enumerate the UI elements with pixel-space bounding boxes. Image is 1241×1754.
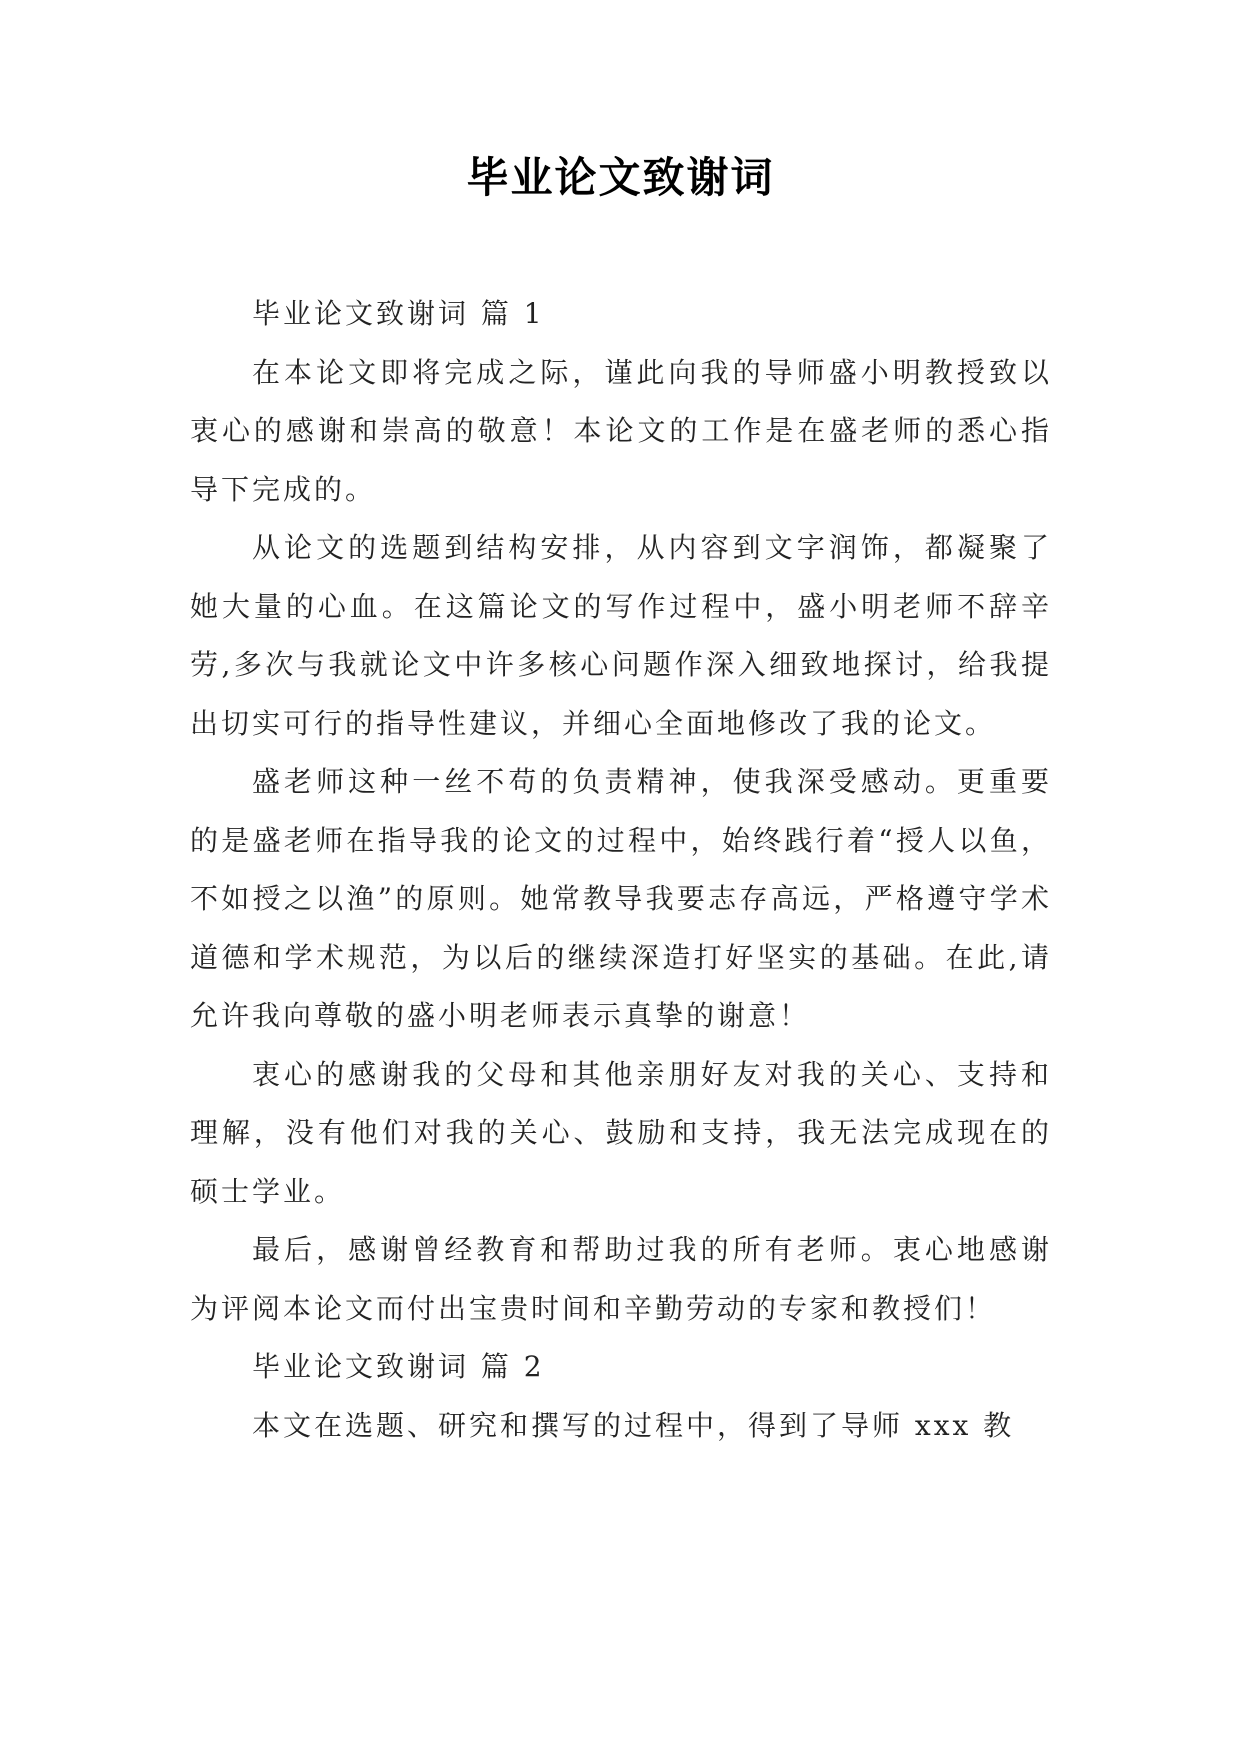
paragraph-6: 本文在选题、研究和撰写的过程中，得到了导师 xxx 教 bbox=[252, 1408, 1015, 1442]
paragraph-4: 衷心的感谢我的父母和其他亲朋好友对我的关心、支持和理解，没有他们对我的关心、鼓励和支持，我无法完成现在的硕士学业。 bbox=[190, 1057, 1052, 1208]
document-title: 毕业论文致谢词 bbox=[466, 153, 775, 202]
paragraph-3: 盛老师这种一丝不苟的负责精神，使我深受感动。更重要的是盛老师在指导我的论文的过程中，始终践行着“授人以鱼，不如授之以渔”的原则。她常教导我要志存高远，严格遵守学术道德和学术规范，为以后的继续深造打好坚实的基础。在此,请允许我向尊敬的盛小明老师表示真挚的谢意！ bbox=[190, 765, 1052, 1032]
paragraph-5: 最后，感谢曾经教育和帮助过我的所有老师。衷心地感谢为评阅本论文而付出宝贵时间和辛勤劳动的专家和教授们！ bbox=[190, 1233, 1052, 1325]
paragraph-1: 在本论文即将完成之际，谨此向我的导师盛小明教授致以衷心的感谢和崇高的敬意！本论文的工作是在盛老师的悉心指导下完成的。 bbox=[190, 355, 1052, 506]
document-body bbox=[190, 285, 1052, 1455]
section-heading-2: 毕业论文致谢词 篇 2 bbox=[252, 1350, 545, 1383]
section-heading-1: 毕业论文致谢词 篇 1 bbox=[252, 297, 545, 330]
paragraph-2: 从论文的选题到结构安排，从内容到文字润饰，都凝聚了她大量的心血。在这篇论文的写作过程中，盛小明老师不辞辛劳,多次与我就论文中许多核心问题作深入细致地探讨，给我提出切实可行的指导性建议，并细心全面地修改了我的论文。 bbox=[190, 531, 1052, 740]
